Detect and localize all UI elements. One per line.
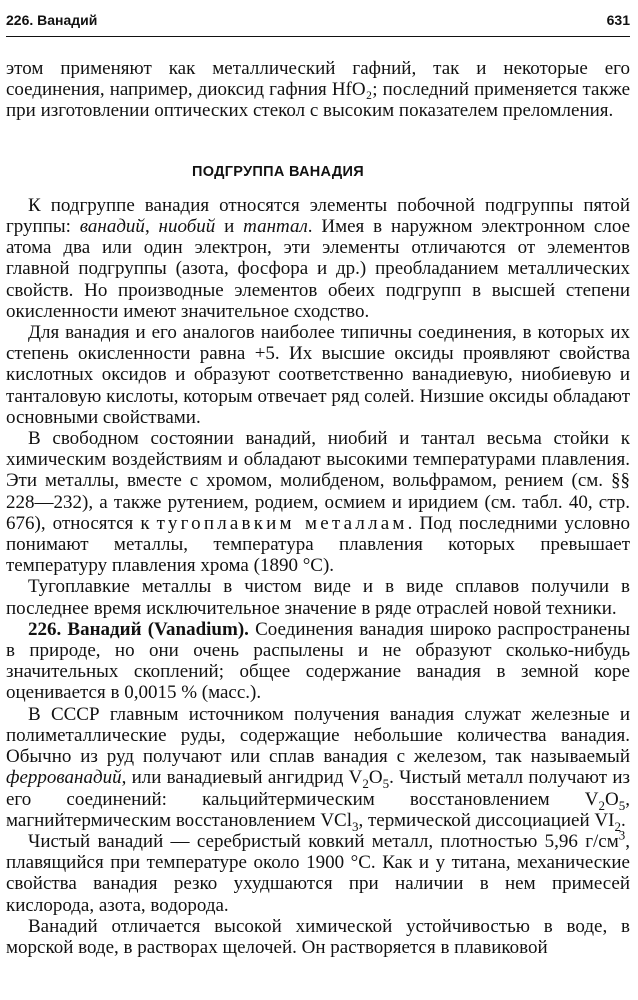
subscript: 3 (352, 818, 359, 834)
text-run: O (605, 788, 619, 810)
subscript: 5 (618, 797, 626, 813)
text-run: и (215, 216, 244, 238)
header-section-title: 226. Ванадий (6, 12, 98, 28)
paragraph (6, 619, 630, 704)
text-run: . Имея в наружном электронном слое атома два или один электрон, эти элементы отличаются от элементов главной подгруппы (азота, фосфора и др.) преобладанием металлических свойств. Но производные элементов обеих подгрупп в высшей степени окисленности имеют значительное сходство. (6, 216, 631, 322)
book-page (6, 0, 630, 958)
paragraph (6, 428, 630, 576)
text-run: , термической диссоциацией VI (358, 809, 615, 831)
subscript: 5 (382, 776, 390, 792)
article-heading: 226. Ванадий (Vanadium). (28, 618, 249, 640)
paragraph (6, 703, 630, 834)
text-run: В СССР главным источником получения ванадия служат железные и полиметаллические руды, содержащие небольшие количества ванадия. Обычно из руд получают или сплав ванадия с железом, так называемый (6, 703, 630, 768)
text-run: . Под последними условно понимают металлы, температура плавления которых превышает температуру плавления хрома (1890 °C). (6, 512, 630, 577)
running-header (6, 0, 630, 37)
italic-term: феррованадий (6, 767, 122, 789)
subscript: 2 (362, 776, 369, 792)
paragraph: Тугоплавкие металлы в чистом виде и в виде сплавов получили в последнее время исключительное значение в ряде отраслей новой техники. (6, 576, 630, 619)
text-run: O (368, 767, 383, 789)
text-run: , или ванадиевый ангидрид V (121, 767, 363, 789)
spaced-term: тугоплавким металлам (156, 512, 408, 534)
italic-term: ванадий (79, 216, 145, 238)
italic-term: тантал (243, 216, 308, 238)
text-run: , магнийтермическим восстановлением VCl (6, 788, 630, 831)
text-run: . Чистый металл получают из его соединений: кальцийтермическим восстановлением V (6, 767, 630, 810)
text-run: . (620, 809, 626, 831)
section-heading: ПОДГРУППА ВАНАДИЯ (192, 163, 364, 180)
italic-term: ниобий (158, 216, 216, 238)
subscript: 2 (598, 797, 606, 813)
body-text (6, 58, 630, 958)
text-run: В свободном состоянии ванадий, ниобий и тантал весьма стойки к химическим воздействиям и обладают высокими температурами плавления. Эти металлы, вместе с хромом, молибденом, вольфрамом, рением (см. §§ 228—232), а также рутением, родием, осмием и иридием (см. табл. 40, стр. 676), относятся к (6, 428, 630, 534)
text-run: К подгруппе ванадия относятся элементы побочной подгруппы пятой группы: (6, 194, 630, 238)
text-run: , плавящийся при температуре около 1900 °C. Как и у титана, механические свойства ванадия резко ухудшаются при наличии в нем примесей кислорода, азота, водорода. (6, 830, 630, 916)
superscript: 3 (618, 827, 626, 843)
text-run: , (144, 216, 159, 238)
text-run: Соединения ванадия широко распространены в природе, но они очень распылены и не образуют сколько-нибудь значительных скоплений; общее содержание ванадия в земной коре оценивается в 0,0015 % (масс.). (6, 618, 630, 704)
subscript: 2 (614, 818, 621, 834)
page-number: 631 (606, 12, 630, 28)
paragraph: Ванадий отличается высокой химической устойчивостью в воде, в морской воде, в растворах щелочей. Он растворяется в плавиковой (6, 915, 630, 958)
paragraph: этом применяют как металлический гафний, так и некоторые его соединения, например, диоксид гафния HfO₂; последний применяется также при изготовлении оптических стекол с высоким показателем преломления. (6, 58, 630, 122)
paragraph (6, 195, 630, 322)
paragraph: Для ванадия и его аналогов наиболее типичны соединения, в которых их степень окисленности равна +5. Их высшие оксиды проявляют свойства кислотных оксидов и образуют соответственно ванадиевую, ниобиевую и танталовую кислоты, которым отвечает ряд солей. Низшие оксиды обладают основными свойствами. (6, 322, 630, 428)
text-run: Чистый ванадий — серебристый ковкий металл, плотностью 5,96 г/см (28, 830, 619, 852)
paragraph (6, 827, 630, 916)
